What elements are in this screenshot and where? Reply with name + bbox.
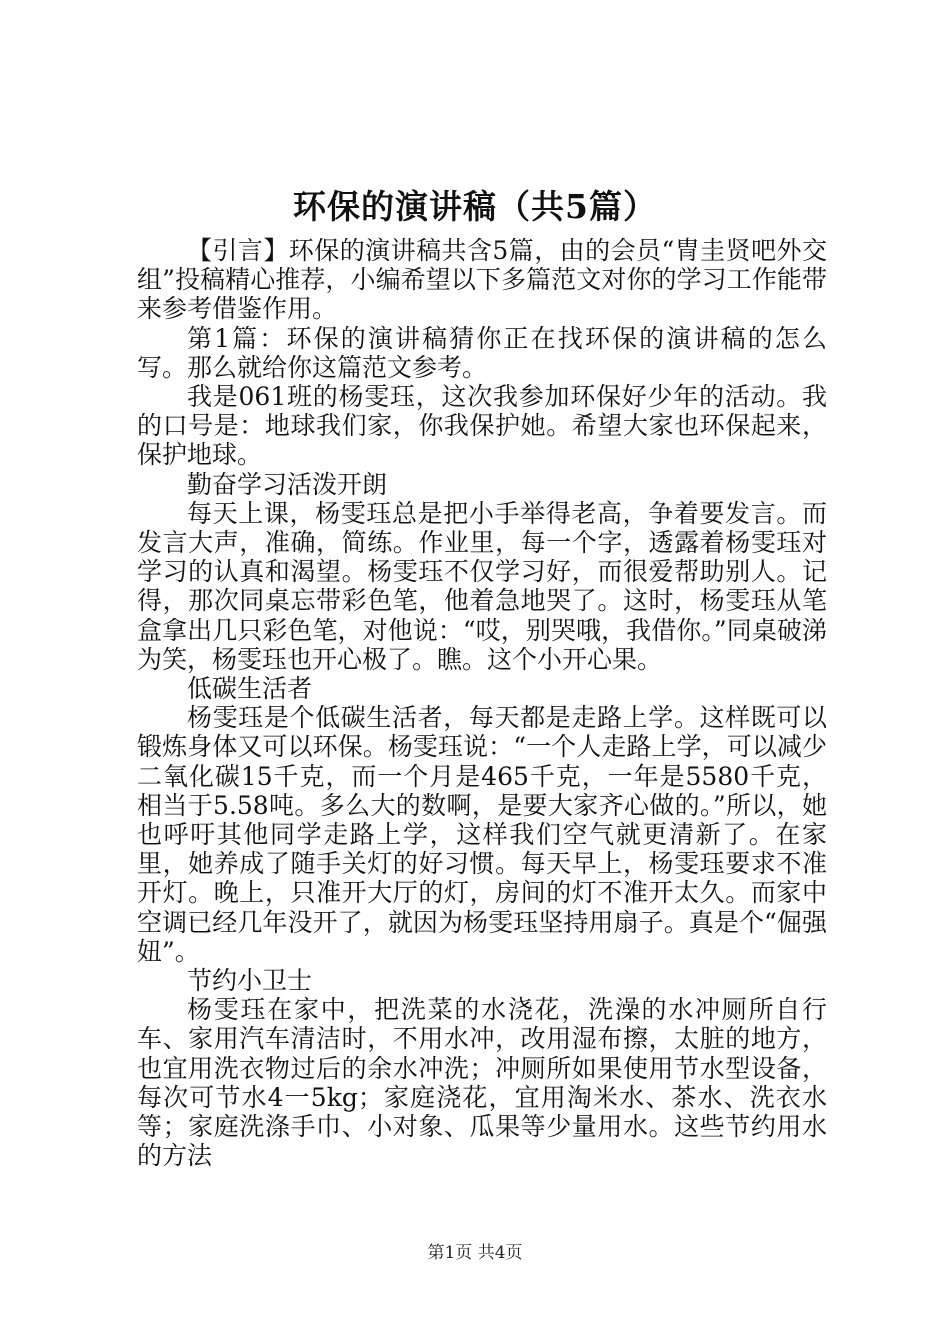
paragraph-low-carbon: 杨雯珏是个低碳生活者，每天都是走路上学。这样既可以锻炼身体又可以环保。杨雯珏说：“一个人走路上学，可以减少二氧化碳15千克，而一个月是465千克，一年是5580千克，相当于5.58吨。多么大的数啊，是要大家齐心做的。”所以，她也呼吁其他同学走路上学，这样我们空气就更清新了。在家里，她养成了随手关灯的好习惯。每天早上，杨雯珏要求不准开灯。晚上，只准开大厅的灯，房间的灯不准开太久。而家中空调已经几年没开了，就因为杨雯珏坚持用扇子。真是个“倔强妞”。 [137, 703, 827, 966]
paragraph-intro: 【引言】环保的演讲稿共含5篇，由的会员“冑圭贤吧外交组”投稿精心推荐，小编希望以下多篇范文对你的学习工作能带来参考借鉴作用。 [137, 236, 827, 324]
section-heading-saving: 节约小卫士 [187, 966, 313, 996]
paragraph-saving: 杨雯珏在家中，把洗菜的水浇花，洗澡的水冲厕所自行车、家用汽车清洁时，不用水冲，改用湿布擦，太脏的地方，也宜用洗衣物过后的余水冲洗；冲厕所如果使用节水型设备，每次可节水4一5kg；家庭浇花，宜用淘米水、茶水、洗衣水等；家庭洗涤手巾、小对象、瓜果等少量用水。这些节约用水的方法 [137, 995, 827, 1171]
document-title: 环保的演讲稿（共5篇） [293, 187, 657, 226]
section-heading-low-carbon: 低碳生活者 [187, 674, 313, 704]
paragraph-study: 每天上课，杨雯珏总是把小手举得老高，争着要发言。而发言大声，准确，简练。作业里，每一个字，透露着杨雯珏对学习的认真和渴望。杨雯珏不仅学习好，而很爱帮助别人。记得，那次同桌忘带彩色笔，他着急地哭了。这时，杨雯珏从笔盒拿出几只彩色笔，对他说：“哎，别哭哦，我借你。”同桌破涕为笑，杨雯珏也开心极了。瞧。这个小开心果。 [137, 498, 827, 674]
page-footer: 第1页 共4页 [427, 1243, 523, 1263]
paragraph-self-intro: 我是061班的杨雯珏，这次我参加环保好少年的活动。我的口号是：地球我们家，你我保护她。希望大家也环保起来，保护地球。 [137, 382, 827, 470]
section-heading-study: 勤奋学习活泼开朗 [187, 469, 388, 499]
paragraph-part-1: 第1篇：环保的演讲稿猜你正在找环保的演讲稿的怎么写。那么就给你这篇范文参考。 [137, 323, 827, 382]
document-body [137, 236, 827, 1171]
